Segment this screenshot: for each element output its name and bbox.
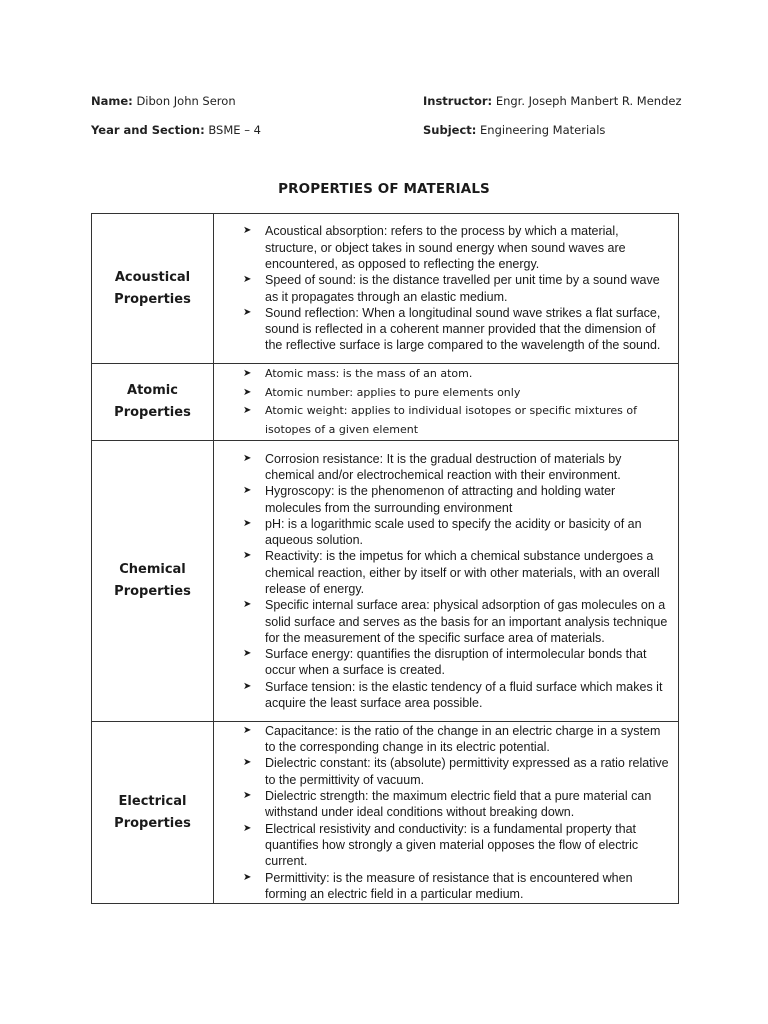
bullet-arrow-icon: ➤ [243,225,252,237]
list-item-text: pH: is a logarithmic scale used to specify the acidity or basicity of an aqueous solution. [265,516,642,548]
electrical-list-cell [214,722,679,904]
table-row-electrical [92,722,679,904]
instructor [423,94,682,108]
year-section [91,123,261,137]
category-electrical-line1: Electrical [118,793,187,809]
subject-value: Engineering Materials [480,123,606,137]
list-item-text: Sound reflection: When a longitudinal sound wave strikes a flat surface, sound is reflected in a coherent manner provided that the dimension of the reflective surface is large compared to the wavelength of the sound. [265,305,661,353]
name-value: Dibon John Seron [136,94,236,108]
subject-label: Subject: [423,123,477,137]
list-item-text: Specific internal surface area: physical adsorption of gas molecules on a solid surface and serves as the basis for an important analysis technique for the measurement of the specific surface area of materials. [265,598,668,645]
chemical-list-cell [214,441,679,722]
list-item [214,755,674,788]
category-electrical-line2: Properties [114,815,191,831]
chemical-list [214,451,678,712]
instructor-value: Engr. Joseph Manbert R. Mendez [495,94,682,108]
list-item [214,365,674,384]
category-acoustical-line1: Acoustical [114,269,191,285]
list-item [214,788,674,821]
category-atomic [92,364,214,441]
instructor-label: Instructor: [423,94,493,108]
category-atomic-line1: Atomic [127,383,178,398]
list-item [214,451,674,484]
bullet-arrow-icon: ➤ [243,599,252,611]
list-item-text: Corrosion resistance: It is the gradual destruction of materials by chemical and/or electrochemical reaction with their environment. [265,451,622,482]
bullet-arrow-icon: ➤ [243,680,252,692]
list-item-text: Reactivity: is the impetus for which a chemical substance undergoes a chemical reaction, either by itself or with other materials, with an overall release of energy. [265,549,660,596]
bullet-arrow-icon: ➤ [243,485,252,497]
table-row-acoustical [92,214,679,364]
list-item-text: Atomic weight: applies to individual isotopes or specific mixtures of isotopes of a given element [265,404,638,436]
acoustical-list [214,223,678,353]
list-item [214,272,674,305]
bullet-arrow-icon: ➤ [243,452,252,464]
bullet-arrow-icon: ➤ [243,757,252,769]
list-item-text: Permittivity: is the measure of resistance that is encountered when forming an electric field in a particular medium. [265,870,633,901]
list-item [214,305,674,354]
list-item [214,679,674,712]
list-item [214,402,674,439]
category-atomic-line2: Properties [114,405,191,420]
list-item-text: Capacitance: is the ratio of the change in an electric charge in a system to the corresponding change in its electric potential. [265,723,661,755]
list-item-text: Atomic number: applies to pure elements only [265,385,521,399]
bullet-arrow-icon: ➤ [243,724,252,736]
year-label: Year and Section: [91,123,205,137]
list-item [214,723,674,756]
name-label: Name: [91,94,133,108]
student-name [91,94,236,108]
bullet-arrow-icon: ➤ [243,274,252,286]
category-chemical-line2: Properties [114,584,191,599]
list-item [214,223,674,272]
subject [423,123,605,137]
list-item-text: Acoustical absorption: refers to the process by which a material, structure, or object takes in sound energy when sound waves are encountered, as opposed to reflecting the energy. [265,224,626,271]
list-item [214,821,674,870]
list-item-text: Electrical resistivity and conductivity: is a fundamental property that quantifies how strongly a given material opposes the flow of electric current. [265,821,639,869]
list-item [214,384,674,403]
electrical-list [214,723,678,902]
atomic-list [214,365,678,439]
list-item-text: Dielectric strength: the maximum electric field that a pure material can withstand under ideal conditions without breaking down. [265,789,652,820]
bullet-arrow-icon: ➤ [243,822,252,834]
bullet-arrow-icon: ➤ [243,368,252,379]
category-electrical [92,722,214,904]
list-item [214,597,674,646]
list-item [214,483,674,516]
list-item-text: Surface tension: is the elastic tendency of a fluid surface which makes it acquire the least surface area possible. [265,679,663,711]
list-item [214,516,674,549]
category-acoustical-line2: Properties [114,291,191,307]
table-row-chemical [92,441,679,722]
properties-table [91,213,679,904]
table-row-atomic [92,364,679,441]
acoustical-list-cell [214,214,679,364]
bullet-arrow-icon: ➤ [243,306,252,318]
category-acoustical [92,214,214,364]
bullet-arrow-icon: ➤ [243,648,252,660]
document-title: PROPERTIES OF MATERIALS [278,181,490,197]
list-item-text: Dielectric constant: its (absolute) permittivity expressed as a ratio relative to the permittivity of vacuum. [265,756,669,787]
atomic-list-cell [214,364,679,441]
bullet-arrow-icon: ➤ [243,405,252,416]
list-item-text: Hygroscopy: is the phenomenon of attracting and holding water molecules from the surrounding environment [265,484,616,515]
list-item [214,548,674,597]
bullet-arrow-icon: ➤ [243,517,252,529]
bullet-arrow-icon: ➤ [243,550,252,562]
list-item-text: Atomic mass: is the mass of an atom. [265,367,473,380]
list-item [214,870,674,903]
bullet-arrow-icon: ➤ [243,386,252,398]
bullet-arrow-icon: ➤ [243,871,252,883]
category-chemical-line1: Chemical [119,562,186,577]
category-chemical [92,441,214,722]
year-value: BSME – 4 [208,123,261,137]
list-item-text: Speed of sound: is the distance travelled per unit time by a sound wave as it propagates through an elastic medium. [265,273,660,304]
bullet-arrow-icon: ➤ [243,790,252,802]
list-item [214,646,674,679]
list-item-text: Surface energy: quantifies the disruption of intermolecular bonds that occur when a surface is created. [265,647,647,678]
